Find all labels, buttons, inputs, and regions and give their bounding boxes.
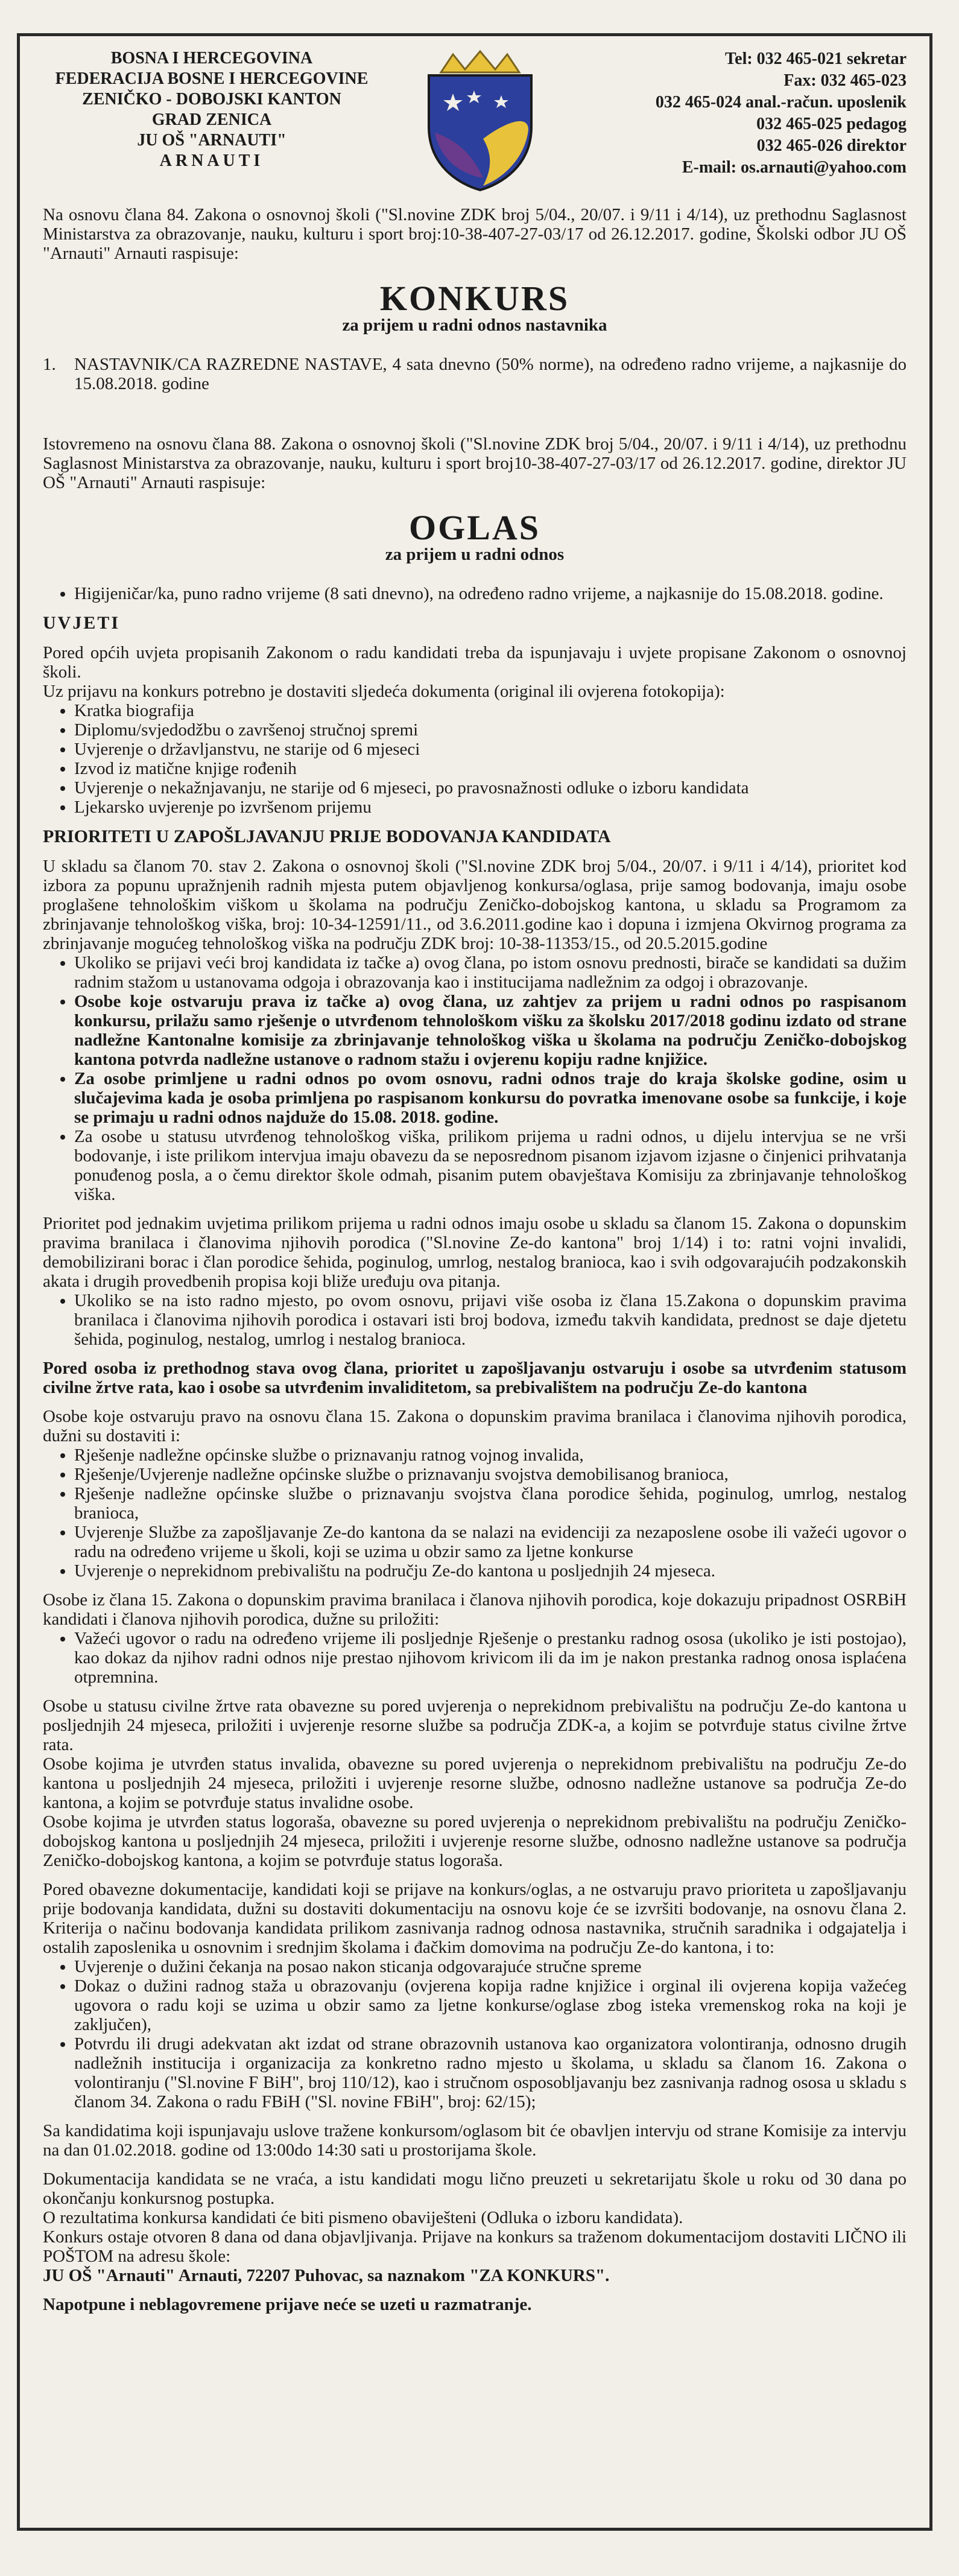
list-item: • Rješenje/Uvjerenje nadležne općinske službe o priznavanju svojstva demobilisanog branioca, <box>74 1465 907 1484</box>
institution-line: JU OŠ "ARNAUTI" <box>137 131 286 150</box>
prioriteti-paragraph: Pored obavezne dokumentacije, kandidati koji se prijave na konkurs/oglas, a ne ostvaruju pravo prioriteta u zapošljavanju prije bodovanja kandidata, dužni su dostaviti dokumentaciju na osnovu koje će se izvršiti bodovanje, na osnovu člana 2. Kriterija o načinu bodovanja kandidata prilikom zasnivanja radnog odnosa nastavnika, stručnih saradnika i odgajatelja i ostalih zaposlenika u osnovnim i srednjim školama i đačkim domovima na području Ze-do kantona, i to: <box>43 1880 907 1957</box>
intro2-paragraph: Istovremeno na osnovu člana 88. Zakona o osnovnoj školi ("Sl.novine ZDK broj 5/04., 20/07. i 9/11 i 4/14), uz prethodnu Saglasnost Ministarstva za obrazovanje, nauku, kulturu i sport broj10-38-407-27-03/17 od 26.12.2017. godine, direktor JU OŠ "Arnauti" Arnauti raspisuje: <box>43 434 907 492</box>
documents-list <box>43 701 907 817</box>
list-item: • Uvjerenje o dužini čekanja na posao nakon sticanja odgovarajuće stručne spreme <box>74 1957 907 1976</box>
uvjeti-paragraph: Uz prijavu na konkurs potrebno je dostaviti sljedeća dokumenta (original ili ovjerena fotokopija): <box>43 682 725 701</box>
list-item: • Dokaz o dužini radnog staža u obrazovanju (ovjerena kopija radne knjižice i orginal ili ovjerena kopija važećeg ugovora o radu koji se uzima u obzir samo za ljetne konkurse/oglase zbog isteka vremenskog roka na koji je zaključen), <box>74 1976 907 2034</box>
konkurs-title: KONKURS <box>379 279 570 318</box>
list-item: • Potvrdu ili drugi adekvatan akt izdat od strane obrazovnih ustanova kao organizatora volontiranja, odnosno drugih nadležnih institucija i organizacija za konkretno radno mjesto u školama, u skladu sa članom 16. Zakona o volontiranju ("Sl.novine F BiH", broj 110/12), kao i stručnom osposobljavanju bez zasnivanja radnog ososa u skladu s članom 34. Zakona o radu FBiH ("Sl. novine FBiH", broj: 62/15); <box>74 2034 907 2111</box>
institution-block <box>43 48 381 171</box>
uvjeti-heading: UVJETI <box>43 613 121 633</box>
prioriteti-paragraph: Osobe kojima je utvrđen status invalida, obavezne su pored uvjerenja o neprekidnom prebivalištu na području Ze-do kantona u posljednjih 24 mjeseca, priložiti i uvjerenje resorne službe, odnosno nadležne ustanove sa područja Ze-do kantona, a kojim se potvrđuje status invalidne osobe. <box>43 1754 907 1812</box>
documentation-paragraph: Dokumentacija kandidata se ne vraća, a istu kandidati mogu lično preuzeti u sekretarijatu škole u roku od 30 dana po okončanju konkursnog postupka. <box>43 2169 907 2208</box>
list-item: • Uvjerenje o neprekidnom prebivalištu na području Ze-do kantona u posljednjih 24 mjeseca. <box>74 1561 907 1581</box>
oglas-position-list <box>43 584 907 603</box>
konkurs-position-item <box>43 355 907 393</box>
prioriteti-paragraph: Osobe iz člana 15. Zakona o dopunskim pravima branilaca i članova njihovih porodica, koje dokazuju pripadnost OSRBiH kandidati i članova njihovih porodica, dužne su priložiti: <box>43 1590 907 1629</box>
contact-line: 032 465-024 anal.-račun. uposlenik <box>655 93 907 112</box>
list-item: • Ukoliko se na isto radno mjesto, po ovom osnovu, prijavi više osoba iz člana 15.Zakona o dopunskim pravima branilaca i članovima njihovih porodica i ostavari isti broj bodova, između takvih kandidata, prednost se daje djetetu šehida, poginulog, nestalog, umrlog i nestalog branioca. <box>74 1291 907 1349</box>
prioriteti-heading: PRIORITETI U ZAPOŠLJAVANJU PRIJE BODOVANJA KANDIDATA <box>43 826 611 846</box>
list-item: • Važeći ugovor o radu na određeno vrijeme ili posljednje Rješenje o prestanku radnog ososa (ukoliko je isti postojao), kao dokaz da njihov radni odnos nije prestao njihovom krivicom ili da im je nakon prestanka radnog onosa isplaćena otpremnina. <box>74 1629 907 1687</box>
prioriteti-list <box>43 1629 907 1687</box>
prioriteti-list <box>43 1957 907 2111</box>
prioriteti-list <box>43 1291 907 1349</box>
notice-body <box>43 205 907 2314</box>
institution-line: FEDERACIJA BOSNE I HERCEGOVINE <box>55 69 369 88</box>
oglas-subtitle: za prijem u radni odnos <box>385 545 565 564</box>
konkurs-subtitle: za prijem u radni odnos nastavnika <box>342 316 607 335</box>
oglas-title: OGLAS <box>408 508 541 547</box>
list-item: • Uvjerenje Službe za zapošljavanje Ze-do kantona da se nalazi na evidenciji za nezaposlene osobe ili važeći ugovor o radu na određeno vrijeme u školi, koji se uzima u obzir samo za ljetne konkurse <box>74 1523 907 1561</box>
list-item: • Rješenje nadležne općinske službe o priznavanju svojstva člana porodice šehida, poginulog, umrlog, nestalog branioca, <box>74 1484 907 1523</box>
institution-line: ARNAUTI <box>159 151 264 170</box>
prioriteti-paragraph: Osobe kojima je utvrđen status logoraša, obavezne su pored uvjerenja o neprekidnom prebivalištu na području Zeničko-dobojskog kantona u posljednjih 24 mjeseca, priložiti i uvjerenje resorne službe, odnosno nadležne ustanove sa područja Zeničko-dobojskog kantona, a kojim se potvrđuje status logoraša. <box>43 1812 907 1870</box>
list-item: • Kratka biografija <box>74 701 907 720</box>
position-text: NASTAVNIK/CA RAZREDNE NASTAVE, 4 sata dnevno (50% norme), na određeno radno vrijeme, a najkasnije do 15.08.2018. godine <box>74 355 907 393</box>
coat-of-arms-icon <box>417 48 543 193</box>
prioriteti-list <box>43 1445 907 1581</box>
intro-paragraph: Na osnovu člana 84. Zakona o osnovnoj školi ("Sl.novine ZDK broj 5/04., 20/07. i 9/11 i 4/14), uz prethodnu Saglasnost Ministarstva za obrazovanje, nauku, kulturu i sport broj:10-38-407-27-03/17 od 26.12.2017. godine, Školski odbor JU OŠ "Arnauti" Arnauti raspisuje: <box>43 205 907 263</box>
deadline-paragraph: Konkurs ostaje otvoren 8 dana od dana objavljivanja. Prijave na konkurs sa traženom dokumentacijom dostaviti LIČNO ili POŠTOM na adresu škole: <box>43 2227 907 2266</box>
list-item: • Diplomu/svjedodžbu o završenoj stručnoj spremi <box>74 720 907 740</box>
prioriteti-paragraph: Osobe koje ostvaruju pravo na osnovu člana 15. Zakona o dopunskim pravima branilaca i članovima njihovih porodica, dužni su dostaviti i: <box>43 1407 907 1445</box>
list-item: • Za osobe u statusu utvrđenog tehnološkog viška, prilikom prijema u radni odnos, u dijelu intervjua se ne vrši bodovanje, i iste prilikom intervjua imaju obavezu da se neposrednom pisanom izjavom izjasne o činjenici prihvatanja ponuđenog posla, a o čemu direktor škole odmah, pisanim putem obavještava Komisiju za zbrinjavanje tehnološkog viška. <box>74 1127 907 1204</box>
list-item: • Ljekarsko uvjerenje po izvršenom prijemu <box>74 798 907 817</box>
contact-block <box>569 48 907 179</box>
institution-line: ZENIČKO - DOBOJSKI KANTON <box>82 90 341 109</box>
results-paragraph: O rezultatima konkursa kandidati će biti pismeno obaviješteni (Odluka o izboru kandidata). <box>43 2208 683 2227</box>
email-line: E-mail: os.arnauti@yahoo.com <box>682 158 907 177</box>
contact-line: Tel: 032 465-021 sekretar <box>725 49 907 68</box>
list-item: • Ukoliko se prijavi veći broj kandidata iz tačke a) ovog člana, po istom osnovu prednosti, birače se kandidati sa dužim radnim stažom u ustanovama odgoja i obrazovanja kao i institucijama nadležnim za odgoj i obrazovanje. <box>74 953 907 992</box>
prioriteti-paragraph: Osobe u statusu civilne žrtve rata obavezne su pored uvjerenja o neprekidnom prebivalištu na području Ze-do kantona u posljednjih 24 mjeseca, priložiti i uvjerenje resorne službe sa područja ZDK-a, a kojim se potvrđuje status civilne žrtve rata. <box>43 1696 907 1754</box>
list-item: • Uvjerenje o nekažnjavanju, ne starije od 6 mjeseci, po pravosnažnosti odluke o izboru kandidata <box>74 778 907 798</box>
list-item: • Osobe koje ostvaruju prava iz tačke a) ovog člana, uz zahtjev za prijem u radni odnos po raspisanom konkursu, prilažu samo rješenje o utvrđenom tehnološkom višku za školsku 2017/2018 godinu izdato od strane nadležne Kantonalne komisije za zbrinjavanje tehnološkog viška u školama na području Zeničko-dobojskog kantona potvrda nadležne ustanove o radnom stažu i ovjerenu kopiju radne knjižice. <box>74 992 907 1069</box>
list-item: • Rješenje nadležne općinske službe o priznavanju ratnog vojnog invalida, <box>74 1445 907 1465</box>
prioriteti-list <box>43 953 907 1204</box>
item-number: 1. <box>43 355 56 374</box>
letterhead <box>43 36 907 205</box>
list-item: • Izvod iz matične knjige rođenih <box>74 759 907 778</box>
institution-line: GRAD ZENICA <box>151 110 272 129</box>
contact-line: 032 465-026 direktor <box>756 136 907 155</box>
notice-document <box>17 33 932 2531</box>
uvjeti-paragraph: Pored općih uvjeta propisanih Zakonom o radu kandidati treba da ispunjavaju i uvjete propisane Zakonom o osnovnoj školi. <box>43 643 907 682</box>
position-text: • Higijeničar/ka, puno radno vrijeme (8 sati dnevno), na određeno radno vrijeme, a najkasnije do 15.08.2018. godine. <box>74 584 907 603</box>
closing-note: Napotpune i neblagovremene prijave neće se uzeti u razmatranje. <box>43 2295 532 2314</box>
interview-paragraph: Sa kandidatima koji ispunjavaju uslove tražene konkursom/oglasom bit će obavljen intervju od strane Komisije za intervju na dan 01.02.2018. godine od 13:00do 14:30 sati u prostorijama škole. <box>43 2121 907 2160</box>
list-item: • Za osobe primljene u radni odnos po ovom osnovu, radni odnos traje do kraja školske godine, osim u slučajevima kada je osoba primljena po raspisanom konkursu do povratka imenovane osobe sa funkcije, i koje se primaju u radni odnos najduže do 15.08. 2018. godine. <box>74 1069 907 1127</box>
institution-line: BOSNA I HERCEGOVINA <box>110 49 313 68</box>
prioriteti-paragraph: U skladu sa članom 70. stav 2. Zakona o osnovnoj školi ("Sl.novine ZDK broj 5/04., 20/07. i 9/11 i 4/14), prioritet kod izbora za popunu upražnjenih radnih mjesta putem objavljenog konkursa/oglasa, prije samog bodovanja, imaju osobe proglašene tehnološkim viškom u školama na području Zeničko-dobojskog kantona, u skladu sa Programom za zbrinjavanje tehnološkog viška, broj: 10-34-12591/11., od 3.6.2011.godine kao i dopuna i izmjena Okvirnog programa za zbrinjavanje mogućeg tehnološkog viška na području ZDK broj: 10-38-11353/15., od 20.5.2015.godine <box>43 857 907 953</box>
contact-line: Fax: 032 465-023 <box>783 71 907 90</box>
contact-line: 032 465-025 pedagog <box>756 115 907 133</box>
prioriteti-paragraph: Prioritet pod jednakim uvjetima prilikom prijema u radni odnos imaju osobe u skladu sa članom 15. Zakona o dopunskim pravima branilaca i članovima njihovih porodica ("Sl.novine Ze-do kantona" broj 1/14) i to: ratni vojni invalidi, demobilizirani borac i član porodice šehida, poginulog, umrlog, nestalog branioca, kao i svih odgovarajućih podzakonskih akata i drugih provedbenih propisa koji bliže uređuju ova pitanja. <box>43 1214 907 1291</box>
prioriteti-paragraph: Pored osoba iz prethodnog stava ovog člana, prioritet u zapošljavanju ostvaruju i osobe sa utvrđenim statusom civilne žrtve rata, kao i osobe sa utvrđenim invaliditetom, sa prebivalištem na području Ze-do kantona <box>43 1359 907 1397</box>
list-item: • Uvjerenje o državljanstvu, ne starije od 6 mjeseci <box>74 740 907 759</box>
school-address: JU OŠ "Arnauti" Arnauti, 72207 Puhovac, sa naznakom "ZA KONKURS". <box>43 2266 610 2285</box>
